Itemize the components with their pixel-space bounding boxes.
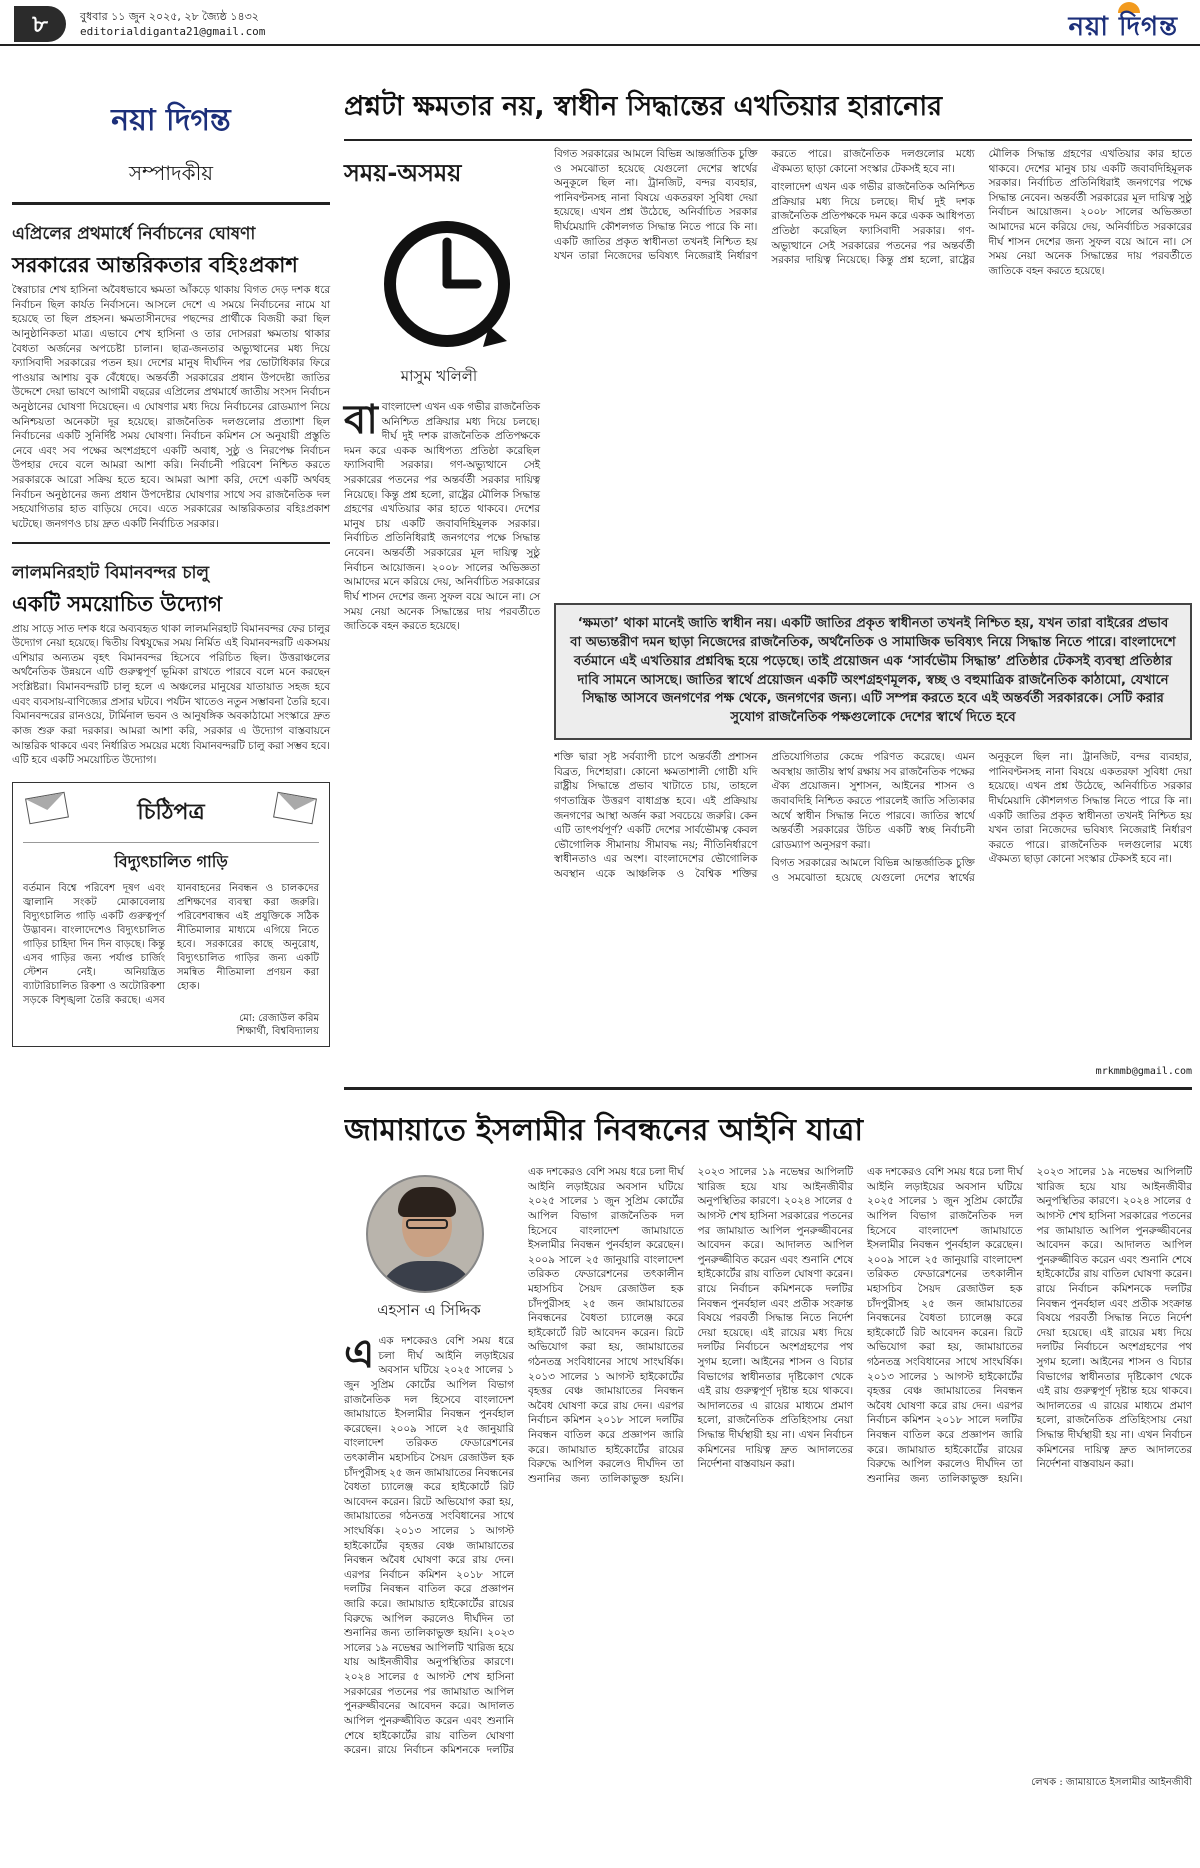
divider (12, 542, 330, 544)
article-1-body-part2-cont: বাংলাদেশ এখন এক গভীর রাজনৈতিক অনিশ্চিত প্রক্রিয়ার মধ্য দিয়ে চলছে। দীর্ঘ দুই দশক রাজনৈতিক প্রতিপক্ষকে দমন করে একক আধিপত্য প্রতিষ্ঠা করেছিল ফ্যাসিবাদী সরকার। গণ-অভ্যুত্থানে সেই সরকারের পতনের পর অন্তর্বর্তী সরকার দায়িত্ব নিয়েছে। কিন্তু প্রশ্ন হলো, রাষ্ট্রের মৌলিক সিদ্ধান্ত গ্রহণের এখতিয়ার কার হাতে থাকবে। দেশের মানুষ চায় একটি জবাবদিহিমূলক সরকার। নির্বাচিত প্রতিনিধিরাই জনগণের পক্ষে সিদ্ধান্ত নেবেন। অন্তর্বর্তী সরকারের মূল দায়িত্ব সুষ্ঠু নির্বাচন আয়োজন। ২০০৮ সালের অভিজ্ঞতা আমাদের মনে করিয়ে দেয়, অনির্বাচিত সরকারের দীর্ঘ শাসন দেশের জন্য সুফল বয়ে আনে না। সে সময় নেয়া অনেক সিদ্ধান্তের দায় পরবর্তীতে জাতিকে বহন করতে হয়েছে। (771, 148, 1192, 277)
clock-icon (372, 209, 522, 359)
author-email[interactable]: mrkmmb@gmail.com (1095, 1066, 1192, 1078)
article-1-body-part3: শক্তি দ্বারা সৃষ্ট সর্বব্যাপী চাপে অন্তর্বর্তী প্রশাসন বিব্রত, দিশেহারা। কোনো ক্ষমতাশালী গোষ্ঠী যদি রাষ্ট্রীয় সিদ্ধান্তে প্রভাব খাটাতে চায়, তাহলে গণতান্ত্রিক উত্তরণ বাধাগ্রস্ত হবে। এই প্রক্রিয়ায় জনগণের আস্থা অর্জন করা সবচেয়ে জরুরি। কেন এটি তাৎপর্যপূর্ণ? একটি দেশের সার্বভৌমত্ব কেবল ভৌগোলিক সীমানায় সীমাবদ্ধ নয়; নীতিনির্ধারণে স্বাধীনতাও এর অংশ। বাংলাদেশের ভৌগোলিক অবস্থান একে আঞ্চলিক ও বৈশ্বিক শক্তির প্রতিযোগিতার কেন্দ্রে পরিণত করেছে। এমন অবস্থায় জাতীয় স্বার্থ রক্ষায় সব রাজনৈতিক পক্ষের ঐক্য প্রয়োজন। সুশাসন, আইনের শাসন ও জবাবদিহি নিশ্চিত করতে পারলেই জাতি সত্যিকার অর্থে স্বাধীন সিদ্ধান্ত নিতে পারবে। জাতির স্বার্থে অন্তর্বর্তী সরকারের উচিত একটি স্বচ্ছ নির্বাচনী রোডম্যাপ অনুসরণ করা। (554, 751, 975, 880)
letter-author: মো: রেজাউল করিম (239, 1012, 319, 1024)
article-1-headline[interactable]: প্রশ্নটা ক্ষমতার নয়, স্বাধীন সিদ্ধান্তের এখতিয়ার হারানোর (344, 86, 1192, 141)
editorial-2-body: প্রায় সাড়ে সাত দশক ধরে অব্যবহৃত থাকা লালমনিরহাট বিমানবন্দর ফের চালুর উদ্যোগ নেয়া হয়েছে। দ্বিতীয় বিশ্বযুদ্ধের সময় নির্মিত এই বিমানবন্দরটি একসময় এশিয়ার অন্যতম বৃহৎ বিমানবন্দর হিসেবে পরিচিত ছিল। উত্তরাঞ্চলের অর্থনৈতিক উন্নয়নে এটি গুরুত্বপূর্ণ ভূমিকা রাখতে পারবে বলে মনে করছেন সংশ্লিষ্টরা। বিমানবন্দরটি চালু হলে এ অঞ্চলের মানুষের যাতায়াত সহজ হবে এবং ব্যবসায়-বাণিজ্যের প্রসার ঘটবে। পর্যটন খাতেও নতুন সম্ভাবনা তৈরি হবে। বিমানবন্দরের রানওয়ে, টার্মিনাল ভবন ও আনুষঙ্গিক অবকাঠামো সংস্কারে দ্রুত কাজ শুরু করা দরকার। আমরা আশা করি, সরকার এ উদ্যোগ বাস্তবায়নে আন্তরিক থাকবে এবং নির্ধারিত সময়ের মধ্যে বিমানবন্দরটি চালু করা সম্ভব হবে। এটি হবে একটি সময়োচিত উদ্যোগ। (12, 622, 330, 767)
editorial-sidebar (12, 56, 330, 1856)
page-number: ৮ (14, 6, 66, 42)
author-photo (366, 1175, 484, 1293)
article-2-headline[interactable]: জামায়াতে ইসলামীর নিবন্ধনের আইনি যাত্রা (344, 1113, 864, 1149)
sidebar-masthead: নয়া দিগন্ত (111, 103, 231, 138)
top-bar (0, 0, 1200, 46)
editorial-2 (12, 560, 330, 768)
pull-quote: ‘ক্ষমতা’ থাকা মানেই জাতি স্বাধীন নয়। একটি জাতির প্রকৃত স্বাধীনতা তখনই নিশ্চিত হয়, যখন তারা বাইরের প্রভাব বা অভ্যন্তরীণ দমন ছাড়া নিজেদের রাজনৈতিক, অর্থনৈতিক ও সামাজিক ভবিষ্যৎ নিয়ে সিদ্ধান্ত নিতে পারে। বাংলাদেশে বর্তমানে এই এখতিয়ার প্রশ্নবিদ্ধ হয়ে পড়েছে। তাই প্রয়োজন এক ‘সার্বভৌম সিদ্ধান্ত’ প্রতিষ্ঠার টেকসই ব্যবস্থা প্রতিষ্ঠার দাবি সামনে আসছে। জাতির স্বার্থে প্রয়োজন একটি অংশগ্রহণমূলক, স্বচ্ছ ও বহুমাত্রিক রাজনৈতিক কাঠামো, যেখানে সিদ্ধান্ত আসবে জনগণের পক্ষ থেকে, জনগণের জন্য। এটি সম্পন্ন করতে হবে এই অন্তর্বর্তী সরকারকে। সেটি করার সুযোগ রাজনৈতিক পক্ষগুলোকে দেশের স্বার্থে দিতে হবে (554, 603, 1192, 740)
drop-cap: বা (344, 396, 378, 443)
article-2-body-text: এক দশকেরও বেশি সময় ধরে চলা দীর্ঘ আইনি লড়াইয়ের অবসান ঘটিয়ে ২০২৫ সালের ১ জুন সুপ্রিম কোর্টের আপিল বিভাগ রাজনৈতিক দল হিসেবে বাংলাদেশ জামায়াতে ইসলামীর নিবন্ধন পুনর্বহাল করেছেন। ২০০৯ সালে ২৫ জানুয়ারি বাংলাদেশ তরিকত ফেডারেশনের তৎকালীন মহাসচিব সৈয়দ রেজাউল হক চাঁদপুরীসহ ২৫ জন জামায়াতের নিবন্ধনের বৈধতা চ্যালেঞ্জ করে হাইকোর্টে রিট আবেদন করেন। রিটে অভিযোগ করা হয়, জামায়াতের গঠনতন্ত্র সংবিধানের সাথে সাংঘর্ষিক। ২০১৩ সালের ১ আগস্ট হাইকোর্টের বৃহত্তর বেঞ্চ জামায়াতের নিবন্ধন অবৈধ ঘোষণা করে রায় দেন। এরপর নির্বাচন কমিশন ২০১৮ সালে দলটির নিবন্ধন বাতিল করে প্রজ্ঞাপন জারি করে। জামায়াত হাইকোর্টের রায়ের বিরুদ্ধে আপিল করলেও দীর্ঘদিন তা শুনানির জন্য তালিকাভুক্ত হয়নি। ২০২৩ সালের ১৯ নভেম্বর আপিলটি খারিজ হয়ে যায় আইনজীবীর অনুপস্থিতির কারণে। ২০২৪ সালের ৫ আগস্ট শেখ হাসিনা সরকারের পতনের পর জামায়াত আপিল পুনরুজ্জীবনের আবেদন করে। আদালত আপিল পুনরুজ্জীবিত করেন এবং শুনানি শেষে হাইকোর্টের রায় বাতিল ঘোষণা করেন। রায়ে নির্বাচন কমিশনকে দলটির নিবন্ধন পুনর্বহাল এবং প্রতীক সংক্রান্ত বিষয়ে পরবর্তী সিদ্ধান্ত নিতে নির্দেশ দেয়া হয়েছে। এই রায়ের মধ্য দিয়ে দলটির নির্বাচনে অংশগ্রহণের পথ সুগম হলো। আইনের শাসন ও বিচার বিভাগের স্বাধীনতার দৃষ্টিকোণ থেকে এই রায় গুরুত্বপূর্ণ দৃষ্টান্ত হয়ে থাকবে। আদালতের এ রায়ের মাধ্যমে প্রমাণ হলো, রাজনৈতিক প্রতিহিংসায় নেয়া সিদ্ধান্ত দীর্ঘস্থায়ী হয় না। এখন নির্বাচন কমিশনের দায়িত্ব দ্রুত আদালতের নির্দেশনা বাস্তবায়ন করা। (528, 1166, 853, 1485)
article-1 (344, 147, 1192, 1077)
masthead-logo[interactable]: নয়া দিগন্ত (1068, 12, 1178, 42)
article-1-byline-block (344, 147, 540, 1077)
author-name: এহসান এ সিদ্দিক (377, 1301, 481, 1320)
section-divider (344, 1087, 1192, 1090)
letter-signature (23, 1012, 319, 1038)
article-1-columns (554, 147, 1192, 1077)
article-2-body-lead (344, 1334, 514, 1764)
section-title: সম্পাদকীয় (12, 159, 330, 205)
letters-box (12, 782, 330, 1047)
main-content (344, 56, 1192, 1856)
article-1-body-part1: বাংলাদেশ এখন এক গভীর রাজনৈতিক অনিশ্চিত প্রক্রিয়ার মধ্য দিয়ে চলছে। দীর্ঘ দুই দশক রাজনৈতিক প্রতিপক্ষকে দমন করে একক আধিপত্য প্রতিষ্ঠা করেছিল ফ্যাসিবাদী সরকার। গণ-অভ্যুত্থানে সেই সরকারের পতনের পর অন্তর্বর্তী সরকার দায়িত্ব নিয়েছে। কিন্তু প্রশ্ন হলো, রাষ্ট্রের মৌলিক সিদ্ধান্ত গ্রহণের এখতিয়ার কার হাতে থাকবে। দেশের মানুষ চায় একটি জবাবদিহিমূলক সরকার। নির্বাচিত প্রতিনিধিরাই জনগণের পক্ষে সিদ্ধান্ত নেবেন। অন্তর্বর্তী সরকারের মূল দায়িত্ব সুষ্ঠু নির্বাচন আয়োজন। ২০০৮ সালের অভিজ্ঞতা আমাদের মনে করিয়ে দেয়, অনির্বাচিত সরকারের দীর্ঘ শাসন দেশের জন্য সুফল বয়ে আনে না। সে সময় নেয়া অনেক সিদ্ধান্তের দায় পরবর্তীতে জাতিকে বহন করতে হয়েছে। (344, 401, 540, 633)
article-1-body-lower (554, 750, 1192, 1062)
letter-affiliation: শিক্ষার্থী, বিশ্ববিদ্যালয় (236, 1025, 319, 1037)
author-note: লেখক : জামায়াতে ইসলামীর আইনজীবী (1031, 1777, 1192, 1789)
editorial-1-body: স্বৈরাচার শেখ হাসিনা অবৈধভাবে ক্ষমতা আঁকড়ে থাকায় বিগত দেড় দশক ধরে নির্বাচন ছিল কার্যত নির্বাসনে। আসলে দেশে এ সময়ে নির্বাচনের নামে যা হয়েছে তা ছিল প্রহসন। ক্ষমতাসীনদের পছন্দের প্রার্থীকে বিজয়ী করা ছিল আনুষ্ঠানিকতা মাত্র। এভাবে শেখ হাসিনা ও তার দোসররা ক্ষমতায় থাকার বৈধতা অর্জনের অপচেষ্টা চালান। ছাত্র-জনতার অভ্যুত্থানের মধ্য দিয়ে ফ্যাসিবাদী সরকারের পতন হয়। দেশের মানুষ দীর্ঘদিন পর ভোটাধিকার ফিরে পাওয়ার আশায় বুক বেঁধেছে। অন্তর্বর্তী সরকারের প্রধান উপদেষ্টা জাতির উদ্দেশে দেয়া ভাষণে আগামী বছরের এপ্রিলের প্রথমার্ধে জাতীয় সংসদ নির্বাচন অনুষ্ঠানের ঘোষণা দিয়েছেন। এ ঘোষণার মধ্য দিয়ে নির্বাচনের রোডম্যাপ নিয়ে অনিশ্চয়তা অনেকটা দূর হয়েছে। রাজনৈতিক দলগুলোর প্রত্যাশা ছিল নির্বাচনের একটি সুনির্দিষ্ট সময় ঘোষণা। নির্বাচন কমিশন সে অনুযায়ী প্রস্তুতি নেবে এবং সব পক্ষের অংশগ্রহণে একটি অবাধ, সুষ্ঠু ও নিরপেক্ষ নির্বাচন উপহার দেবে বলে আমরা আশা করি। নির্বাচনী পরিবেশ নিশ্চিত করতে সরকারকে আরো সক্রিয় হতে হবে। আমরা আশা করি, দেশে একটি অর্থবহ নির্বাচন অনুষ্ঠানের জন্য প্রধান উপদেষ্টার ঘোষণার সাথে সব রাজনৈতিক দল সহযোগিতার হাত বাড়িয়ে দেবে। এতে সরকারের আন্তরিকতার বহিঃপ্রকাশ ঘটেছে। জনগণও চায় দ্রুত একটি নির্বাচিত সরকার। (12, 284, 330, 530)
editorial-email[interactable]: editorialdiganta21@gmail.com (80, 25, 266, 38)
letters-title: চিঠিপত্র (137, 798, 205, 825)
article-1-body-lead (344, 396, 540, 638)
article-2-body-lead-text: এক দশকেরও বেশি সময় ধরে চলা দীর্ঘ আইনি লড়াইয়ের অবসান ঘটিয়ে ২০২৫ সালের ১ জুন সুপ্রিম কোর্টের আপিল বিভাগ রাজনৈতিক দল হিসেবে বাংলাদেশ জামায়াতে ইসলামীর নিবন্ধন পুনর্বহাল করেছেন। ২০০৯ সালে ২৫ জানুয়ারি বাংলাদেশ তরিকত ফেডারেশনের তৎকালীন মহাসচিব সৈয়দ রেজাউল হক চাঁদপুরীসহ ২৫ জন জামায়াতের নিবন্ধনের বৈধতা চ্যালেঞ্জ করে হাইকোর্টে রিট আবেদন করেন। রিটে অভিযোগ করা হয়, জামায়াতের গঠনতন্ত্র সংবিধানের সাথে সাংঘর্ষিক। ২০১৩ সালের ১ আগস্ট হাইকোর্টের বৃহত্তর বেঞ্চ জামায়াতের নিবন্ধন অবৈধ ঘোষণা করে রায় দেন। এরপর নির্বাচন কমিশন ২০১৮ সালে দলটির নিবন্ধন বাতিল করে প্রজ্ঞাপন জারি করে। জামায়াত হাইকোর্টের রায়ের বিরুদ্ধে আপিল করলেও দীর্ঘদিন তা শুনানির জন্য তালিকাভুক্ত হয়নি। ২০২৩ সালের ১৯ নভেম্বর আপিলটি খারিজ হয়ে যায় আইনজীবীর অনুপস্থিতির কারণে। ২০২৪ সালের ৫ আগস্ট শেখ হাসিনা সরকারের পতনের পর জামায়াত আপিল পুনরুজ্জীবনের আবেদন করে। আদালত আপিল পুনরুজ্জীবিত করেন এবং শুনানি শেষে হাইকোর্টের রায় বাতিল ঘোষণা করেন। রায়ে নির্বাচন কমিশনকে দলটির (344, 1335, 514, 1757)
editorial-1-kicker: এপ্রিলের প্রথমার্ধে নির্বাচনের ঘোষণা (12, 224, 256, 244)
article-2-byline-block (344, 1165, 514, 1792)
article-1-body-part3-cont: বিগত সরকারের আমলে বিভিন্ন আন্তর্জাতিক চুক্তি ও সমঝোতা হয়েছে যেগুলো দেশের স্বার্থের অনুকূলে ছিল না। ট্রানজিট, বন্দর ব্যবহার, পানিবণ্টনসহ নানা বিষয়ে একতরফা সুবিধা দেয়া হয়েছে। এখন প্রশ্ন উঠেছে, অনির্বাচিত সরকার দীর্ঘমেয়াদি কৌশলগত সিদ্ধান্ত নিতে পারে কি না। একটি জাতির প্রকৃত স্বাধীনতা তখনই নিশ্চিত হয় যখন তারা নিজেদের ভবিষ্যৎ নিজেরাই নির্ধারণ করতে পারে। রাজনৈতিক দলগুলোর মধ্যে ঐকমত্য ছাড়া কোনো সংস্কার টেকসই হবে না। (771, 751, 1192, 884)
article-2-body-text-cont: এক দশকেরও বেশি সময় ধরে চলা দীর্ঘ আইনি লড়াইয়ের অবসান ঘটিয়ে ২০২৫ সালের ১ জুন সুপ্রিম কোর্টের আপিল বিভাগ রাজনৈতিক দল হিসেবে বাংলাদেশ জামায়াতে ইসলামীর নিবন্ধন পুনর্বহাল করেছেন। ২০০৯ সালে ২৫ জানুয়ারি বাংলাদেশ তরিকত ফেডারেশনের তৎকালীন মহাসচিব সৈয়দ রেজাউল হক চাঁদপুরীসহ ২৫ জন জামায়াতের নিবন্ধনের বৈধতা চ্যালেঞ্জ করে হাইকোর্টে রিট আবেদন করেন। রিটে অভিযোগ করা হয়, জামায়াতের গঠনতন্ত্র সংবিধানের সাথে সাংঘর্ষিক। ২০১৩ সালের ১ আগস্ট হাইকোর্টের বৃহত্তর বেঞ্চ জামায়াতের নিবন্ধন অবৈধ ঘোষণা করে রায় দেন। এরপর নির্বাচন কমিশন ২০১৮ সালে দলটির নিবন্ধন বাতিল করে প্রজ্ঞাপন জারি করে। জামায়াত হাইকোর্টের রায়ের বিরুদ্ধে আপিল করলেও দীর্ঘদিন তা শুনানির জন্য তালিকাভুক্ত হয়নি। ২০২৩ সালের ১৯ নভেম্বর আপিলটি খারিজ হয়ে যায় আইনজীবীর অনুপস্থিতির কারণে। ২০২৪ সালের ৫ আগস্ট শেখ হাসিনা সরকারের পতনের পর জামায়াত আপিল পুনরুজ্জীবনের আবেদন করে। আদালত আপিল পুনরুজ্জীবিত করেন এবং শুনানি শেষে হাইকোর্টের রায় বাতিল ঘোষণা করেন। রায়ে নির্বাচন কমিশনকে দলটির নিবন্ধন পুনর্বহাল এবং প্রতীক সংক্রান্ত বিষয়ে পরবর্তী সিদ্ধান্ত নিতে নির্দেশ দেয়া হয়েছে। এই রায়ের মধ্য দিয়ে দলটির নির্বাচনে অংশগ্রহণের পথ সুগম হলো। আইনের শাসন ও বিচার বিভাগের স্বাধীনতার দৃষ্টিকোণ থেকে এই রায় গুরুত্বপূর্ণ দৃষ্টান্ত হয়ে থাকবে। আদালতের এ রায়ের মাধ্যমে প্রমাণ হলো, রাজনৈতিক প্রতিহিংসায় নেয়া সিদ্ধান্ত দীর্ঘস্থায়ী হয় না। এখন নির্বাচন কমিশনের দায়িত্ব দ্রুত আদালতের নির্দেশনা বাস্তবায়ন করা। (867, 1166, 1192, 1485)
column-label: সময়-অসময় (344, 159, 462, 187)
author-name: মাসুম খলিলী (400, 367, 478, 385)
editorial-1-headline[interactable]: সরকারের আন্তরিকতার বহিঃপ্রকাশ (12, 253, 298, 277)
article-1-body-upper (554, 147, 1192, 603)
article-1-body-part2: বিগত সরকারের আমলে বিভিন্ন আন্তর্জাতিক চুক্তি ও সমঝোতা হয়েছে যেগুলো দেশের স্বার্থের অনুকূলে ছিল না। ট্রানজিট, বন্দর ব্যবহার, পানিবণ্টনসহ নানা বিষয়ে একতরফা সুবিধা দেয়া হয়েছে। এখন প্রশ্ন উঠেছে, অনির্বাচিত সরকার দীর্ঘমেয়াদি কৌশলগত সিদ্ধান্ত নিতে পারে কি না। একটি জাতির প্রকৃত স্বাধীনতা তখনই নিশ্চিত হয় যখন তারা নিজেদের ভবিষ্যৎ নিজেরাই নির্ধারণ করতে পারে। রাজনৈতিক দলগুলোর মধ্যে ঐকমত্য ছাড়া কোনো সংস্কার টেকসই হবে না। (554, 148, 975, 263)
article-2-body (528, 1165, 1192, 1771)
drop-cap: এ (344, 1334, 375, 1378)
letter-body: বর্তমান বিশ্বে পরিবেশ দূষণ এবং জ্বালানি সংকট মোকাবেলায় বিদ্যুৎচালিত গাড়ি একটি গুরুত্বপূর্ণ উদ্ভাবন। বাংলাদেশেও বিদ্যুৎচালিত গাড়ির চাহিদা দিন দিন বাড়ছে। কিন্তু এসব গাড়ির জন্য পর্যাপ্ত চার্জিং স্টেশন নেই। অনিয়ন্ত্রিত ব্যাটারিচালিত রিকশা ও অটোরিকশা সড়কে বিশৃঙ্খলা তৈরি করছে। এসব যানবাহনের নিবন্ধন ও চালকদের প্রশিক্ষণের ব্যবস্থা করা জরুরি। পরিবেশবান্ধব এই প্রযুক্তিকে সঠিক নীতিমালার মাধ্যমে এগিয়ে নিতে হবে। সরকারের কাছে অনুরোধ, বিদ্যুৎচালিত গাড়ির জন্য একটি সমন্বিত নীতিমালা প্রণয়ন করা হোক। (23, 882, 319, 1006)
dateline: বুধবার ১১ জুন ২০২৫, ২৮ জ্যৈষ্ঠ ১৪৩২ (80, 10, 259, 23)
editorial-1 (12, 221, 330, 532)
article-2-columns (528, 1165, 1192, 1792)
editorial-2-headline[interactable]: একটি সময়োচিত উদ্যোগ (12, 591, 223, 616)
article-2 (344, 1165, 1192, 1792)
letter-headline[interactable]: বিদ্যুৎচালিত গাড়ি (23, 842, 319, 876)
editorial-2-kicker: লালমনিরহাট বিমানবন্দর চালু (12, 562, 210, 583)
